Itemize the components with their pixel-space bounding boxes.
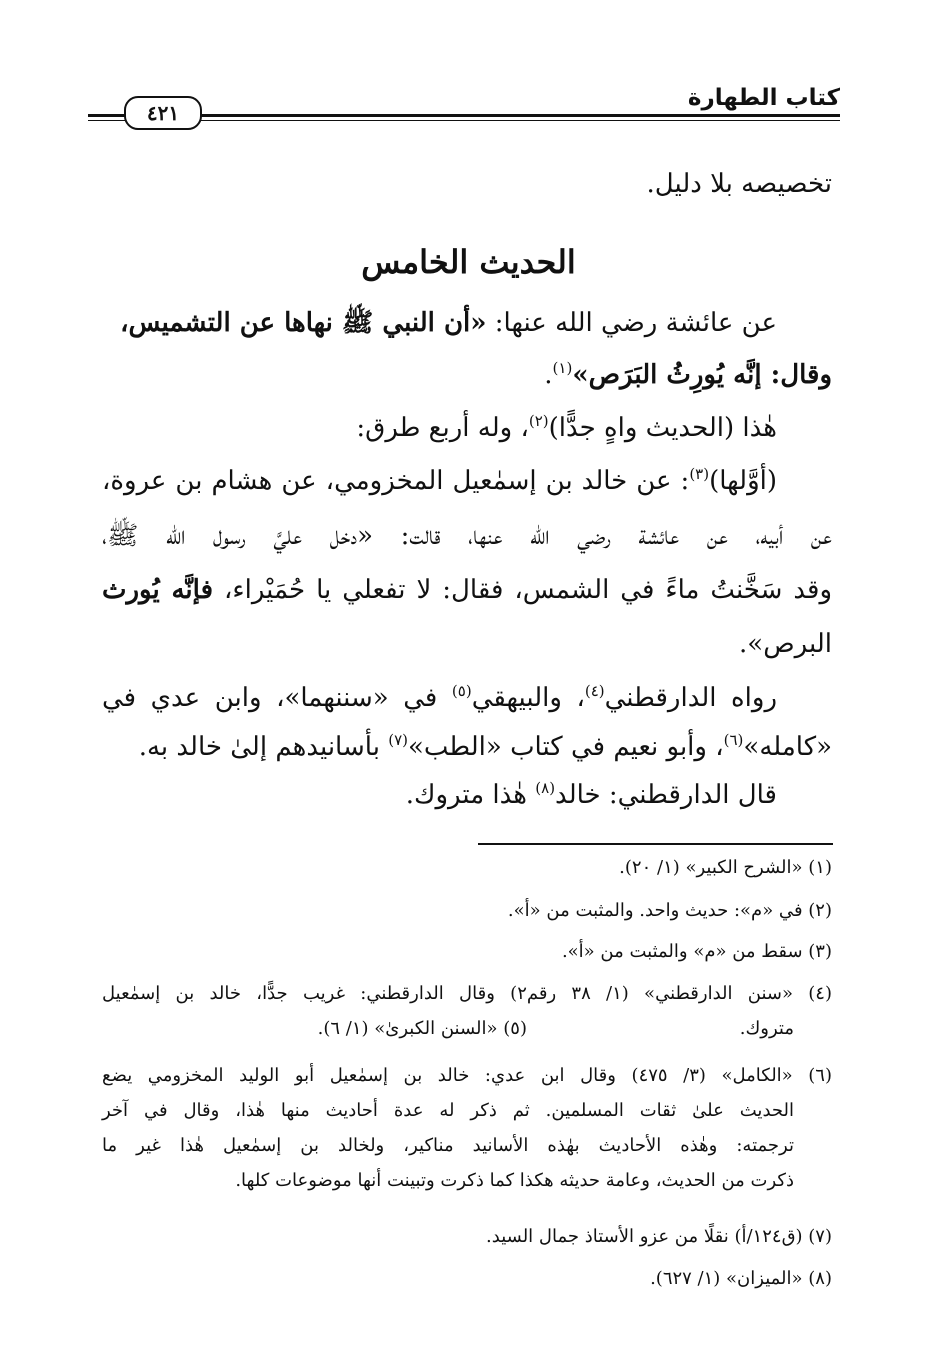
running-title: كتاب الطهارة bbox=[680, 84, 840, 112]
body-line-9 bbox=[102, 678, 777, 718]
body-line-2 bbox=[102, 303, 777, 343]
footnote-7: (٧) (ق١٢٤/أ) نقلًا من عزو الأستاذ جمال السيد. bbox=[486, 1226, 832, 1247]
text-span: وقد سَخَّنتُ ماءً في الشمس، فقال: لا تفعلي يا حُمَيْراء، bbox=[213, 575, 832, 605]
footnote-1: (١) «الشرح الكبير» (١/ ٢٠). bbox=[619, 857, 832, 878]
text-span: : عن خالد بن إسمٰعيل المخزومي، عن هشام بن عروة، bbox=[102, 466, 690, 496]
text-span: (أوَّلها) bbox=[709, 466, 777, 496]
page-header bbox=[88, 84, 840, 132]
footnote-ref[interactable]: (٧) bbox=[388, 731, 408, 749]
footnote-ref[interactable]: (٢) bbox=[528, 412, 549, 430]
body-line-7 bbox=[102, 570, 832, 610]
footnote-2: (٢) في «م»: حديث واحد. والمثبت من «أ». bbox=[507, 900, 832, 921]
body-line-6: عن أبيه، عن عائشة رضي الله عنها، قالت: «دخل عليَّ رسول الله ﷺ، bbox=[102, 521, 832, 551]
body-line-8: البرص». bbox=[739, 629, 832, 659]
text-span: . bbox=[544, 360, 553, 390]
text-span: هٰذا متروك. bbox=[405, 780, 536, 810]
footnote-6-line-2: الحديث علىٰ ثقات المسلمين. ثم ذكر له عدة أحاديث منها هٰذا، وقال في آخر bbox=[102, 1100, 794, 1121]
body-line-4 bbox=[102, 408, 777, 448]
footnote-5: (٥) «السنن الكبرىٰ» (١/ ٦). bbox=[317, 1018, 527, 1039]
text-span: ، وله أربع طرق: bbox=[356, 413, 529, 443]
page-number: ٤٢١ bbox=[124, 96, 202, 130]
body-line-1: تخصيصه بلا دليل. bbox=[646, 169, 832, 199]
footnote-6-line-4: ذكرت من الحديث، وعامة حديثه هكذا كما ذكرت وتبينت أنها موضوعات كلها. bbox=[235, 1170, 794, 1191]
text-span: بأسانيدهم إلىٰ خالد به. bbox=[138, 732, 389, 762]
footnote-ref[interactable]: (٨) bbox=[535, 779, 556, 797]
text-span: «كامله» bbox=[743, 732, 832, 762]
footnote-6-line-1: (٦) «الكامل» (٣/ ٤٧٥) وقال ابن عدي: خالد بن إسمٰعيل أبو الوليد المخزومي يضع bbox=[102, 1065, 832, 1086]
hadith-text: وقال: إنَّه يُورِثُ البَرَص» bbox=[572, 360, 832, 390]
text-span: عن عائشة رضي الله عنها: bbox=[486, 308, 777, 338]
body-line-11 bbox=[102, 775, 777, 815]
footnote-ref[interactable]: (٥) bbox=[451, 682, 472, 700]
footnote-separator bbox=[478, 843, 833, 845]
footnote-ref[interactable]: (١) bbox=[552, 359, 573, 377]
text-span: هٰذا (الحديث واهٍ جدًّا) bbox=[548, 413, 777, 443]
footnote-8: (٨) «الميزان» (١/ ٦٢٧). bbox=[650, 1268, 832, 1289]
body-line-3 bbox=[102, 355, 832, 395]
body-line-5 bbox=[102, 461, 777, 501]
footnote-4-line-1: (٤) «سنن الدارقطني» (١/ ٣٨ رقم٢) وقال الدارقطني: غريب جدًّا، خالد بن إسمٰعيل bbox=[102, 983, 832, 1004]
text-span: ، والبيهقي bbox=[471, 683, 585, 713]
footnote-ref[interactable]: (٦) bbox=[723, 731, 744, 749]
section-heading: الحديث الخامس bbox=[361, 243, 576, 281]
footnote-4-line-2: متروك. bbox=[739, 1018, 794, 1039]
footnote-6-line-3: ترجمته: وهٰذه الأحاديث بهٰذه الأسانيد مناكير، ولخالد بن إسمٰعيل هٰذا غير ما bbox=[102, 1135, 794, 1156]
footnote-3: (٣) سقط من «م» والمثبت من «أ». bbox=[561, 941, 832, 962]
footnote-ref[interactable]: (٣) bbox=[689, 465, 710, 483]
footnote-ref[interactable]: (٤) bbox=[584, 682, 605, 700]
text-span: رواه الدارقطني bbox=[604, 683, 777, 713]
hadith-text: «أن النبي ﷺ نهاها عن التشميس، bbox=[120, 308, 487, 338]
emphasis-text: فإنَّه يُورث bbox=[102, 575, 213, 605]
text-span: ، وأبو نعيم في كتاب «الطب» bbox=[407, 732, 724, 762]
text-span: قال الدارقطني: خالد bbox=[555, 780, 777, 810]
text-span: في «سننهما»، وابن عدي في bbox=[102, 683, 452, 713]
body-line-10 bbox=[102, 727, 832, 767]
